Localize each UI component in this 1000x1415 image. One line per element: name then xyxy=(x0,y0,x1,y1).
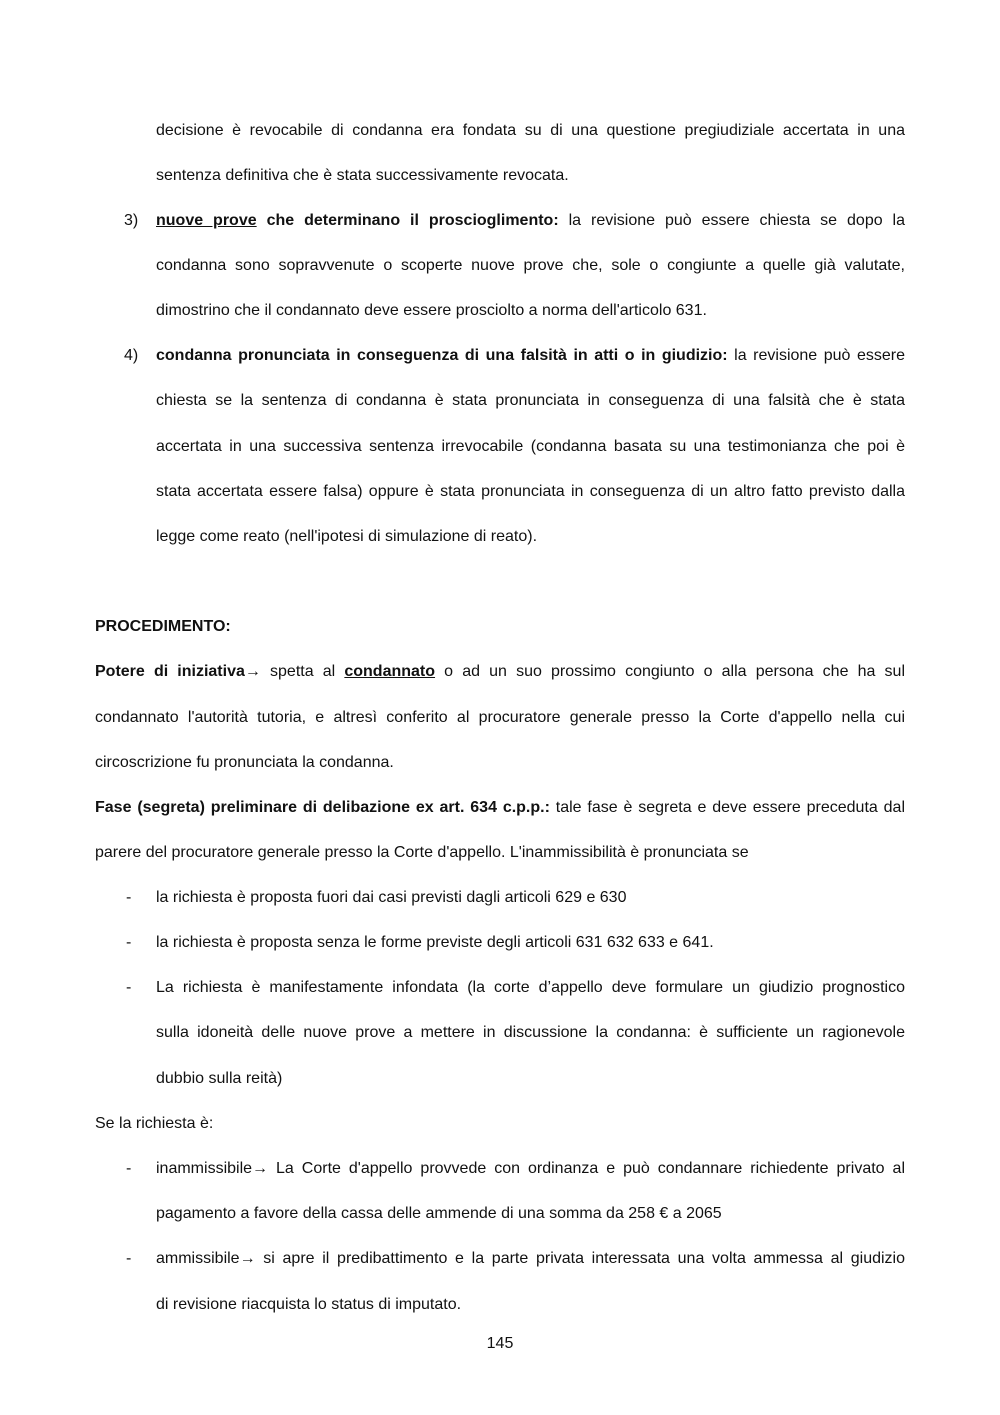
item2-line1: decisione è revocabile di condanna era fondata su di una questione pregiudiziale accertata in una xyxy=(156,122,905,139)
esito-inammissibile-line1 xyxy=(156,1158,905,1180)
potere-text-c: o ad un suo prossimo congiunto o alla persona che ha sul xyxy=(435,663,906,680)
se-richiesta-label: Se la richiesta è: xyxy=(95,1115,214,1132)
item4-line3: accertata in una successiva sentenza irrevocabile (condanna basata su una testimonianza che poi è xyxy=(156,438,905,455)
item3-line3: dimostrino che il condannato deve essere prosciolto a norma dell'articolo 631. xyxy=(156,302,707,319)
potere-label: Potere di iniziativa xyxy=(95,663,245,680)
esito-inammissibile-label: inammissibile xyxy=(156,1160,253,1177)
item4-line4: stata accertata essere falsa) oppure è stata pronunciata in conseguenza di un altro fatto previsto dalla xyxy=(156,483,905,500)
fase-line1-rest: tale fase è segreta e deve essere preceduta dal xyxy=(549,799,905,816)
esito-inammissibile-text: La Corte d'appello provvede con ordinanza e può condannare richiedente privato al xyxy=(268,1160,905,1177)
bullet-item-3-line2: sulla idoneità delle nuove prove a mettere in discussione la condanna: è sufficiente un ragionevole xyxy=(156,1024,905,1041)
procedimento-heading: PROCEDIMENTO: xyxy=(95,618,231,635)
arrow-right-icon: → xyxy=(244,663,261,680)
esito-inammissibile-line2: pagamento a favore della cassa delle ammende di una somma da 258 € a 2065 xyxy=(156,1205,722,1222)
potere-text-a: spetta al xyxy=(260,663,345,680)
page-number: 145 xyxy=(486,1335,514,1352)
item3-line1 xyxy=(156,210,905,232)
bullet-marker: - xyxy=(126,1250,132,1267)
item3-line1-rest: la revisione può essere chiesta se dopo la xyxy=(558,212,906,229)
fase-label: Fase (segreta) preliminare di delibazione ex art. 634 c.p.p.: xyxy=(95,799,550,816)
item3-line2: condanna sono sopravvenute o scoperte nuove prove che, sole o congiunte a quelle già valutate, xyxy=(156,257,905,274)
esito-ammissibile-line1 xyxy=(156,1248,905,1270)
item4-title: condanna pronunciata in conseguenza di una falsità in atti o in giudizio: xyxy=(156,347,728,364)
arrow-right-icon: → xyxy=(239,1250,256,1267)
item4-line1-rest: la revisione può essere xyxy=(727,347,906,364)
bullet-marker: - xyxy=(126,1160,132,1177)
potere-line1 xyxy=(95,661,905,683)
fase-line1 xyxy=(95,797,905,819)
item4-line2: chiesta se la sentenza di condanna è stata pronunciata in conseguenza di una falsità che è stata xyxy=(156,392,905,409)
bullet-item-1: la richiesta è proposta fuori dai casi previsti dagli articoli 629 e 630 xyxy=(156,889,627,906)
condannato-emphasis: condannato xyxy=(344,663,436,680)
arrow-right-icon: → xyxy=(252,1160,269,1177)
item4-line5: legge come reato (nell'ipotesi di simulazione di reato). xyxy=(156,528,538,545)
item4-line1 xyxy=(156,345,905,367)
esito-ammissibile-text: si apre il predibattimento e la parte privata interessata una volta ammessa al giudizio xyxy=(255,1250,905,1267)
item2-line2: sentenza definitiva che è stata successivamente revocata. xyxy=(156,167,569,184)
item3-title: nuove prove xyxy=(156,212,257,229)
bullet-item-3-line1: La richiesta è manifestamente infondata (la corte d’appello deve formulare un giudizio prognostico xyxy=(156,979,905,996)
item3-number: 3) xyxy=(124,212,139,229)
bullet-item-3-line3: dubbio sulla reità) xyxy=(156,1070,283,1087)
fase-line2: parere del procuratore generale presso la Corte d'appello. L'inammissibilità è pronunciata se xyxy=(95,844,749,861)
potere-line2: condannato l'autorità tutoria, e altresì conferito al procuratore generale presso la Corte d'appello nella cui xyxy=(95,709,905,726)
potere-line3: circoscrizione fu pronunciata la condanna. xyxy=(95,754,394,771)
bullet-item-2: la richiesta è proposta senza le forme previste degli articoli 631 632 633 e 641. xyxy=(156,934,714,951)
bullet-marker: - xyxy=(126,889,132,906)
bullet-marker: - xyxy=(126,934,132,951)
esito-ammissibile-line2: di revisione riacquista lo status di imputato. xyxy=(156,1296,462,1313)
item3-title-rest: che determinano il proscioglimento: xyxy=(256,212,559,229)
bullet-marker: - xyxy=(126,979,132,996)
item4-number: 4) xyxy=(124,347,139,364)
esito-ammissibile-label: ammissibile xyxy=(156,1250,240,1267)
